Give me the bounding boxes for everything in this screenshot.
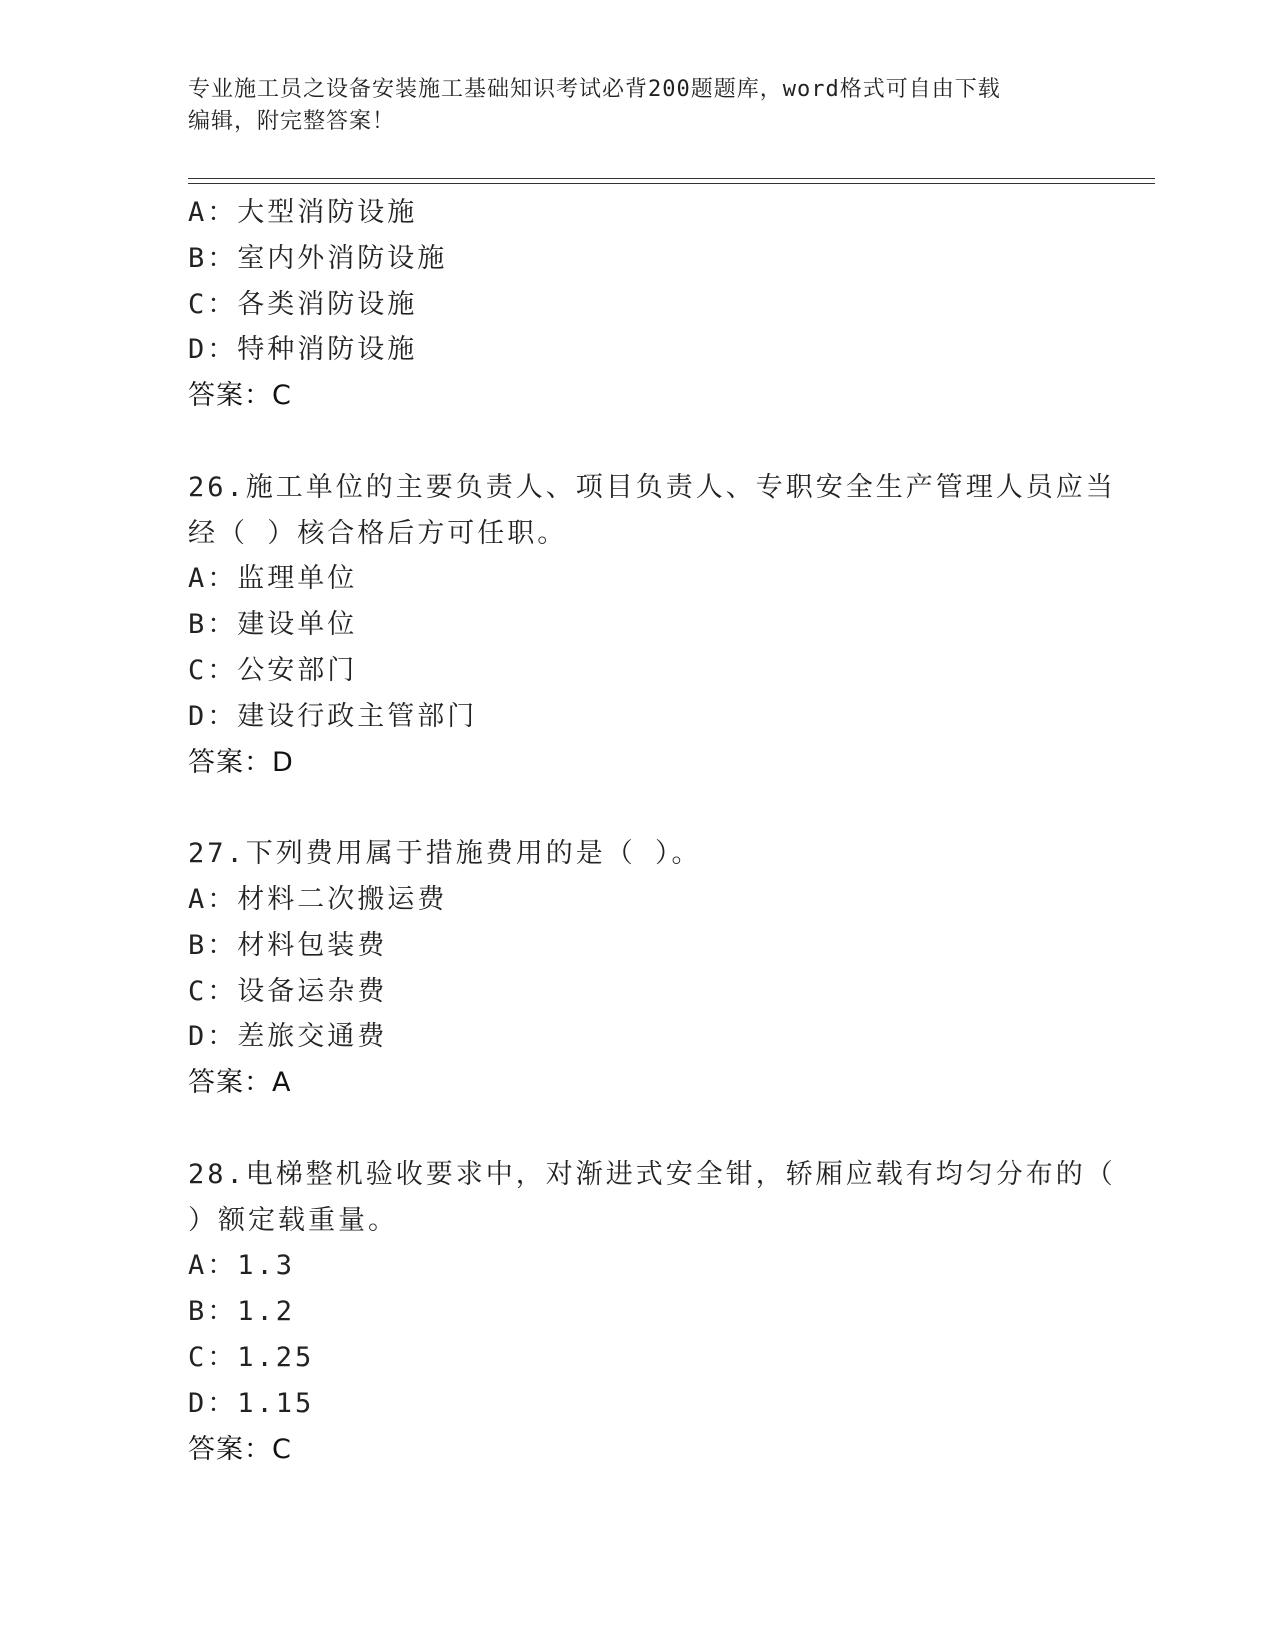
- question-26: [188, 465, 1116, 786]
- question-stem: [188, 831, 1088, 877]
- document-header: [188, 74, 1088, 138]
- question-stem: [188, 465, 1116, 557]
- question-list: [188, 190, 1116, 1472]
- answer-label: 答案：C: [188, 380, 292, 412]
- option-a: A：监理单位: [188, 563, 358, 595]
- header-divider-bottom: [188, 183, 1155, 184]
- question-stem-line-1: 27.下列费用属于措施费用的是（ ）。: [188, 838, 702, 870]
- option-a: A：1.3: [188, 1250, 296, 1282]
- question-28: [188, 1152, 1116, 1473]
- option-b: B：建设单位: [188, 609, 358, 641]
- answer-label: 答案：C: [188, 1433, 292, 1465]
- option-d: D：特种消防设施: [188, 334, 418, 366]
- option-c: C：公安部门: [188, 654, 358, 686]
- option-d: D：1.15: [188, 1387, 315, 1419]
- question-stem: [188, 1152, 1116, 1244]
- answer-label: 答案：D: [188, 746, 294, 778]
- header-title-line-2: 编辑，附完整答案！: [188, 109, 396, 134]
- option-a: A：大型消防设施: [188, 197, 418, 228]
- option-b: B：1.2: [188, 1296, 296, 1328]
- question-stem-line-2: 经（ ）核合格后方可任职。: [188, 517, 568, 549]
- option-c: C：1.25: [188, 1341, 315, 1373]
- option-b: B：材料包装费: [188, 929, 388, 961]
- option-c: C：设备运杂费: [188, 975, 388, 1007]
- question-25: [188, 190, 1088, 419]
- answer-label: 答案：A: [188, 1067, 292, 1099]
- option-d: D：建设行政主管部门: [188, 700, 478, 732]
- option-d: D：差旅交通费: [188, 1021, 388, 1053]
- header-title-line-1: 专业施工员之设备安装施工基础知识考试必背200题题库，word格式可自由下载: [188, 77, 1001, 102]
- question-27: [188, 831, 1088, 1106]
- option-b: B：室内外消防设施: [188, 242, 448, 274]
- header-divider-top: [188, 178, 1155, 179]
- option-a: A：材料二次搬运费: [188, 883, 448, 915]
- spacer: [188, 785, 1088, 831]
- question-stem-line-2: ）额定载重量。: [188, 1204, 398, 1236]
- question-stem-line-1: 28.电梯整机验收要求中，对渐进式安全钳，轿厢应载有均匀分布的（: [188, 1158, 1116, 1190]
- option-c: C：各类消防设施: [188, 288, 418, 320]
- spacer: [188, 419, 1088, 465]
- spacer: [188, 1106, 1088, 1152]
- question-stem-line-1: 26.施工单位的主要负责人、项目负责人、专职安全生产管理人员应当: [188, 471, 1116, 503]
